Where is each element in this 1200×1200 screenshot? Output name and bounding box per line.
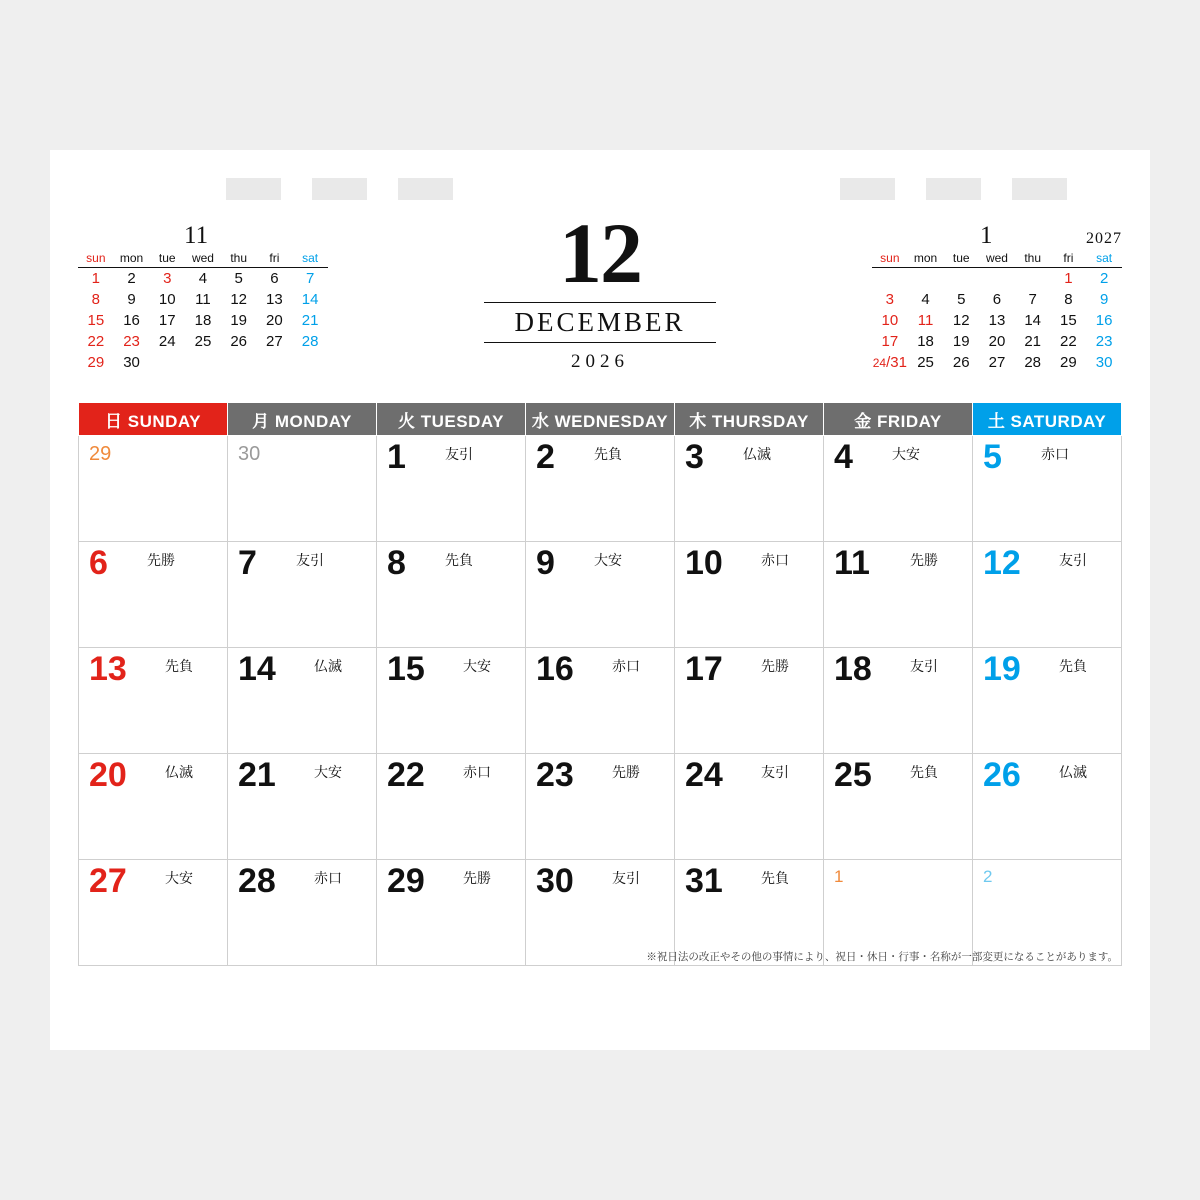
- day-cell-inner: [228, 542, 376, 647]
- day-number: 2: [983, 867, 993, 886]
- rokuyo-label: 仏滅: [1059, 764, 1087, 780]
- mini-previous-day-cell: [185, 352, 221, 373]
- mini-previous-day-cell: 1: [91, 270, 101, 287]
- rokuyo-label: 仏滅: [743, 446, 771, 462]
- day-number: 19: [983, 650, 1021, 688]
- mini-next-day-cell: 7: [1028, 291, 1037, 308]
- main-calendar-table: [78, 402, 1122, 966]
- rokuyo-label: 先負: [761, 870, 789, 886]
- calendar-week-row: [79, 648, 1122, 754]
- mini-previous-day-cell: 17: [158, 312, 176, 329]
- calendar-day-cell[interactable]: [824, 754, 973, 860]
- day-cell-inner: [79, 436, 227, 541]
- mini-previous-day-cell: 6: [270, 270, 279, 287]
- mini-next-day-cell: 23: [1095, 333, 1113, 350]
- day-number: 11: [834, 544, 870, 582]
- rokuyo-label: 友引: [761, 764, 789, 780]
- mini-calendar-next-title: [872, 220, 1122, 250]
- day-cell-inner: [228, 754, 376, 859]
- day-number: 20: [89, 756, 127, 794]
- calendar-day-cell[interactable]: [228, 542, 377, 648]
- mini-next-day-cell: 3: [885, 291, 895, 308]
- calendar-day-cell[interactable]: [377, 436, 526, 542]
- mini-next-week-row: [872, 268, 1122, 290]
- mini-previous-day-cell: 2: [127, 270, 136, 287]
- weekday-header-sat: 土 SATURDAY: [973, 403, 1122, 436]
- calendar-day-cell[interactable]: [824, 436, 973, 542]
- mini-previous-day-cell: 30: [123, 354, 140, 371]
- mini-previous-day-cell: 3: [163, 270, 172, 287]
- mini-next-day-cell: 27: [988, 354, 1006, 371]
- day-number: 29: [89, 443, 112, 465]
- weekday-header-sun: 日 SUNDAY: [79, 403, 228, 436]
- mini-previous-weekday-header: thu: [221, 250, 257, 268]
- mini-previous-month-number: 11: [184, 222, 209, 249]
- rokuyo-label: 友引: [445, 446, 473, 462]
- day-cell-inner: [79, 648, 227, 753]
- mini-previous-day-cell: 28: [301, 333, 319, 350]
- mini-previous-weekday-header: sun: [78, 250, 114, 268]
- calendar-day-cell[interactable]: [824, 648, 973, 754]
- calendar-week-row: [79, 436, 1122, 542]
- day-number: 12: [983, 544, 1021, 582]
- day-number: 25: [834, 756, 872, 794]
- mini-previous-weekday-header: mon: [114, 250, 150, 268]
- mini-next-day-cell: 25: [917, 354, 934, 371]
- mini-previous-day-cell: 14: [301, 291, 319, 308]
- mini-next-day-cell: 1: [1064, 270, 1073, 287]
- day-number: 24: [685, 756, 723, 794]
- mini-previous-day-cell: 11: [195, 291, 211, 308]
- mini-next-day-cell: 13: [988, 312, 1006, 329]
- mini-next-weekday-header: thu: [1015, 250, 1051, 268]
- day-cell-inner: [973, 436, 1121, 541]
- weekday-header-row: [79, 403, 1122, 436]
- day-number: 23: [536, 756, 574, 794]
- rokuyo-label: 先負: [594, 446, 622, 462]
- calendar-page: [50, 150, 1150, 1050]
- punch-hole: [312, 178, 367, 200]
- mini-next-day-cell: 8: [1064, 291, 1073, 308]
- calendar-day-cell[interactable]: [228, 436, 377, 542]
- day-number: 15: [387, 650, 425, 688]
- mini-next-day-cell: 24/31: [872, 354, 907, 371]
- mini-next-day-cell: 20: [988, 333, 1006, 350]
- calendar-day-cell[interactable]: [973, 436, 1122, 542]
- mini-next-day-cell: 5: [957, 291, 966, 308]
- mini-previous-week-row: [78, 268, 328, 290]
- day-cell-inner: [824, 754, 972, 859]
- weekday-header-mid: 月 MONDAY: [228, 403, 377, 436]
- calendar-week-row: [79, 754, 1122, 860]
- day-cell-inner: [377, 754, 525, 859]
- day-number: 3: [685, 438, 704, 476]
- day-cell-inner: [79, 542, 227, 647]
- calendar-day-cell[interactable]: [79, 648, 228, 754]
- calendar-day-cell[interactable]: [79, 860, 228, 966]
- day-cell-inner: [79, 860, 227, 965]
- mini-next-weekday-header: fri: [1051, 250, 1087, 268]
- punch-hole-row: [50, 178, 1150, 200]
- calendar-day-cell[interactable]: [228, 860, 377, 966]
- day-cell-inner: [377, 436, 525, 541]
- mini-previous-day-cell: 29: [87, 354, 105, 371]
- mini-next-day-cell: 29: [1060, 354, 1077, 371]
- calendar-day-cell[interactable]: [228, 754, 377, 860]
- mini-previous-day-cell: 4: [198, 270, 208, 287]
- mini-previous-weekday-header: tue: [149, 250, 185, 268]
- mini-next-day-cell: 10: [881, 312, 899, 329]
- mini-next-day-cell: 4: [921, 291, 930, 308]
- calendar-day-cell[interactable]: [973, 648, 1122, 754]
- mini-calendar-next-month: [872, 220, 1122, 373]
- mini-next-day-cell: 11: [917, 312, 934, 329]
- day-number: 29: [387, 862, 425, 900]
- rokuyo-label: 大安: [463, 658, 491, 674]
- day-cell-inner: [973, 754, 1121, 859]
- day-number: 26: [983, 756, 1021, 794]
- big-month-number: 12: [559, 205, 641, 301]
- mini-previous-week-row: [78, 331, 328, 352]
- mini-previous-day-cell: 7: [305, 270, 315, 287]
- calendar-day-cell[interactable]: [526, 648, 675, 754]
- rokuyo-label: 先勝: [761, 658, 789, 674]
- mini-next-week-row: [872, 331, 1122, 352]
- mini-next-day-cell: 18: [917, 333, 934, 350]
- main-calendar-grid: [78, 402, 1122, 966]
- mini-next-day-cell: [872, 268, 908, 290]
- day-cell-inner: [824, 542, 972, 647]
- calendar-day-cell[interactable]: [79, 436, 228, 542]
- big-month-block: [400, 205, 800, 373]
- day-number: 30: [238, 443, 261, 465]
- mini-calendar-previous-title: [78, 220, 328, 250]
- day-cell-inner: [377, 648, 525, 753]
- calendar-day-cell[interactable]: [79, 754, 228, 860]
- mini-previous-week-row: [78, 289, 328, 310]
- rokuyo-label: 友引: [296, 552, 324, 568]
- rokuyo-label: 赤口: [1041, 446, 1069, 462]
- rokuyo-label: 大安: [594, 552, 622, 568]
- mini-next-weekday-header: sun: [872, 250, 908, 268]
- day-cell-inner: [228, 860, 376, 965]
- rokuyo-label: 先負: [1059, 658, 1087, 674]
- mini-next-month-number: 1: [980, 222, 993, 249]
- weekday-header-mid: 金 FRIDAY: [824, 403, 973, 436]
- big-month-rule-top: [484, 302, 716, 303]
- day-cell-inner: [526, 542, 674, 647]
- day-number: 28: [238, 862, 276, 900]
- day-cell-inner: [675, 542, 823, 647]
- calendar-day-cell[interactable]: [377, 754, 526, 860]
- big-month-rule-bottom: [484, 342, 716, 343]
- rokuyo-label: 先勝: [147, 552, 175, 568]
- mini-previous-day-cell: 9: [127, 291, 136, 308]
- rokuyo-label: 先負: [910, 764, 938, 780]
- punch-hole: [840, 178, 895, 200]
- mini-next-day-cell: 30: [1095, 354, 1113, 371]
- day-number: 2: [536, 438, 555, 476]
- rokuyo-label: 友引: [910, 658, 938, 674]
- rokuyo-label: 先勝: [910, 552, 938, 568]
- punch-hole: [398, 178, 453, 200]
- calendar-day-cell[interactable]: [973, 754, 1122, 860]
- calendar-day-cell[interactable]: [675, 436, 824, 542]
- calendar-day-cell[interactable]: [526, 436, 675, 542]
- mini-previous-day-cell: 15: [87, 312, 105, 329]
- mini-previous-day-cell: 5: [234, 270, 243, 287]
- day-cell-inner: [377, 860, 525, 965]
- footnote: ※祝日法の改正やその他の事情により、祝日・休日・行事・名称が一部変更になることがあります。: [646, 951, 1118, 963]
- mini-previous-day-cell: 21: [301, 312, 319, 329]
- mini-next-day-cell: [1015, 268, 1051, 290]
- calendar-header: [50, 205, 1150, 372]
- mini-previous-day-cell: 22: [87, 333, 105, 350]
- mini-next-header-row: [872, 250, 1122, 268]
- calendar-day-cell[interactable]: [675, 648, 824, 754]
- mini-previous-day-cell: [149, 352, 185, 373]
- rokuyo-label: 友引: [612, 870, 640, 886]
- day-number: 31: [685, 862, 723, 900]
- mini-next-day-cell: 14: [1024, 312, 1041, 329]
- day-cell-inner: [377, 542, 525, 647]
- day-cell-inner: [228, 648, 376, 753]
- day-number: 13: [89, 650, 127, 688]
- mini-next-year: 2027: [1086, 230, 1122, 247]
- mini-next-day-cell: [979, 268, 1015, 290]
- day-number: 9: [536, 544, 555, 582]
- mini-next-day-cell: 2: [1099, 270, 1109, 287]
- mini-previous-week-row: [78, 352, 328, 373]
- day-cell-inner: [675, 754, 823, 859]
- day-number: 27: [89, 862, 127, 900]
- weekday-header-mid: 水 WEDNESDAY: [526, 403, 675, 436]
- mini-previous-day-cell: 26: [230, 333, 247, 350]
- mini-calendar-previous-month: [78, 220, 328, 373]
- mini-previous-day-cell: 10: [158, 291, 176, 308]
- big-month-year: 2026: [571, 351, 629, 372]
- day-number: 10: [685, 544, 723, 582]
- mini-next-weekday-header: sat: [1086, 250, 1122, 268]
- punch-hole: [226, 178, 281, 200]
- mini-next-day-cell: [943, 268, 979, 290]
- day-number: 22: [387, 756, 425, 794]
- rokuyo-label: 先負: [165, 658, 193, 674]
- mini-next-week-row: [872, 310, 1122, 331]
- mini-previous-day-cell: [257, 352, 293, 373]
- mini-next-day-cell: 17: [881, 333, 899, 350]
- mini-previous-day-cell: 23: [123, 333, 140, 350]
- mini-next-day-cell: 19: [952, 333, 970, 350]
- rokuyo-label: 先勝: [463, 870, 491, 886]
- mini-previous-day-cell: 20: [266, 312, 283, 329]
- mini-previous-day-cell: 13: [266, 291, 283, 308]
- rokuyo-label: 大安: [314, 764, 342, 780]
- rokuyo-label: 赤口: [314, 870, 342, 886]
- day-number: 21: [238, 756, 276, 794]
- mini-next-weekday-header: tue: [943, 250, 979, 268]
- day-number: 4: [834, 438, 853, 476]
- mini-next-day-cell: 12: [952, 312, 970, 329]
- mini-next-day-cell: 15: [1060, 312, 1077, 329]
- mini-previous-weekday-header: sat: [292, 250, 328, 268]
- calendar-day-cell[interactable]: [675, 542, 824, 648]
- mini-previous-week-row: [78, 310, 328, 331]
- mini-next-day-cell: 22: [1060, 333, 1077, 350]
- day-number: 18: [834, 650, 872, 688]
- day-cell-inner: [79, 754, 227, 859]
- mini-next-day-cell: 28: [1024, 354, 1041, 371]
- day-number: 1: [834, 867, 844, 886]
- calendar-day-cell[interactable]: [973, 542, 1122, 648]
- day-number: 8: [387, 544, 406, 582]
- day-number: 7: [238, 544, 257, 582]
- day-cell-inner: [824, 648, 972, 753]
- day-cell-inner: [973, 542, 1121, 647]
- rokuyo-label: 仏滅: [314, 658, 342, 674]
- mini-previous-day-cell: [292, 352, 328, 373]
- punch-hole: [1012, 178, 1067, 200]
- day-number: 6: [89, 544, 108, 582]
- rokuyo-label: 大安: [165, 870, 193, 886]
- mini-previous-day-cell: 25: [194, 333, 212, 350]
- mini-previous-header-row: [78, 250, 328, 268]
- calendar-day-cell[interactable]: [377, 860, 526, 966]
- mini-next-day-cell: 21: [1024, 333, 1041, 350]
- mini-next-day-cell: 9: [1099, 291, 1109, 308]
- punch-hole: [926, 178, 981, 200]
- calendar-day-cell[interactable]: [79, 542, 228, 648]
- day-cell-inner: [526, 648, 674, 753]
- mini-next-day-cell: 26: [952, 354, 970, 371]
- day-cell-inner: [824, 436, 972, 541]
- rokuyo-label: 赤口: [463, 764, 491, 780]
- mini-previous-day-cell: 12: [230, 291, 247, 308]
- calendar-day-cell[interactable]: [526, 542, 675, 648]
- mini-previous-day-cell: 8: [91, 291, 101, 308]
- rokuyo-label: 先勝: [612, 764, 640, 780]
- rokuyo-label: 先負: [445, 552, 473, 568]
- rokuyo-label: 仏滅: [165, 764, 193, 780]
- day-cell-inner: [675, 648, 823, 753]
- mini-next-table: [872, 250, 1122, 373]
- calendar-day-cell[interactable]: [377, 542, 526, 648]
- calendar-week-row: [79, 542, 1122, 648]
- mini-previous-weekday-header: wed: [185, 250, 221, 268]
- mini-previous-day-cell: 24: [158, 333, 176, 350]
- mini-previous-day-cell: 27: [266, 333, 283, 350]
- big-month-name: DECEMBER: [514, 307, 686, 337]
- mini-next-week-row: [872, 352, 1122, 373]
- mini-previous-weekday-header: fri: [257, 250, 293, 268]
- mini-previous-day-cell: 18: [194, 312, 212, 329]
- mini-next-weekday-header: mon: [908, 250, 944, 268]
- rokuyo-label: 赤口: [612, 658, 640, 674]
- day-number: 16: [536, 650, 574, 688]
- mini-previous-day-cell: 19: [230, 312, 247, 329]
- mini-next-week-row: [872, 289, 1122, 310]
- rokuyo-label: 友引: [1059, 552, 1087, 568]
- day-cell-inner: [228, 436, 376, 541]
- mini-previous-day-cell: [221, 352, 257, 373]
- mini-next-day-cell: 6: [992, 291, 1002, 308]
- weekday-header-mid: 木 THURSDAY: [675, 403, 824, 436]
- mini-previous-table: [78, 250, 328, 373]
- day-cell-inner: [973, 648, 1121, 753]
- calendar-day-cell[interactable]: [526, 754, 675, 860]
- day-number: 1: [387, 438, 406, 476]
- day-number: 14: [238, 650, 276, 688]
- day-cell-inner: [526, 436, 674, 541]
- mini-next-weekday-header: wed: [979, 250, 1015, 268]
- mini-previous-day-cell: 16: [123, 312, 140, 329]
- calendar-day-cell[interactable]: [824, 542, 973, 648]
- mini-next-day-cell: [908, 268, 944, 290]
- calendar-day-cell[interactable]: [675, 754, 824, 860]
- calendar-day-cell[interactable]: [377, 648, 526, 754]
- day-number: 5: [983, 438, 1002, 476]
- calendar-day-cell[interactable]: [228, 648, 377, 754]
- day-cell-inner: [526, 754, 674, 859]
- rokuyo-label: 大安: [892, 446, 920, 462]
- day-cell-inner: [675, 436, 823, 541]
- rokuyo-label: 赤口: [761, 552, 789, 568]
- day-number: 17: [685, 650, 723, 688]
- weekday-header-mid: 火 TUESDAY: [377, 403, 526, 436]
- day-number: 30: [536, 862, 574, 900]
- mini-next-day-cell: 16: [1095, 312, 1113, 329]
